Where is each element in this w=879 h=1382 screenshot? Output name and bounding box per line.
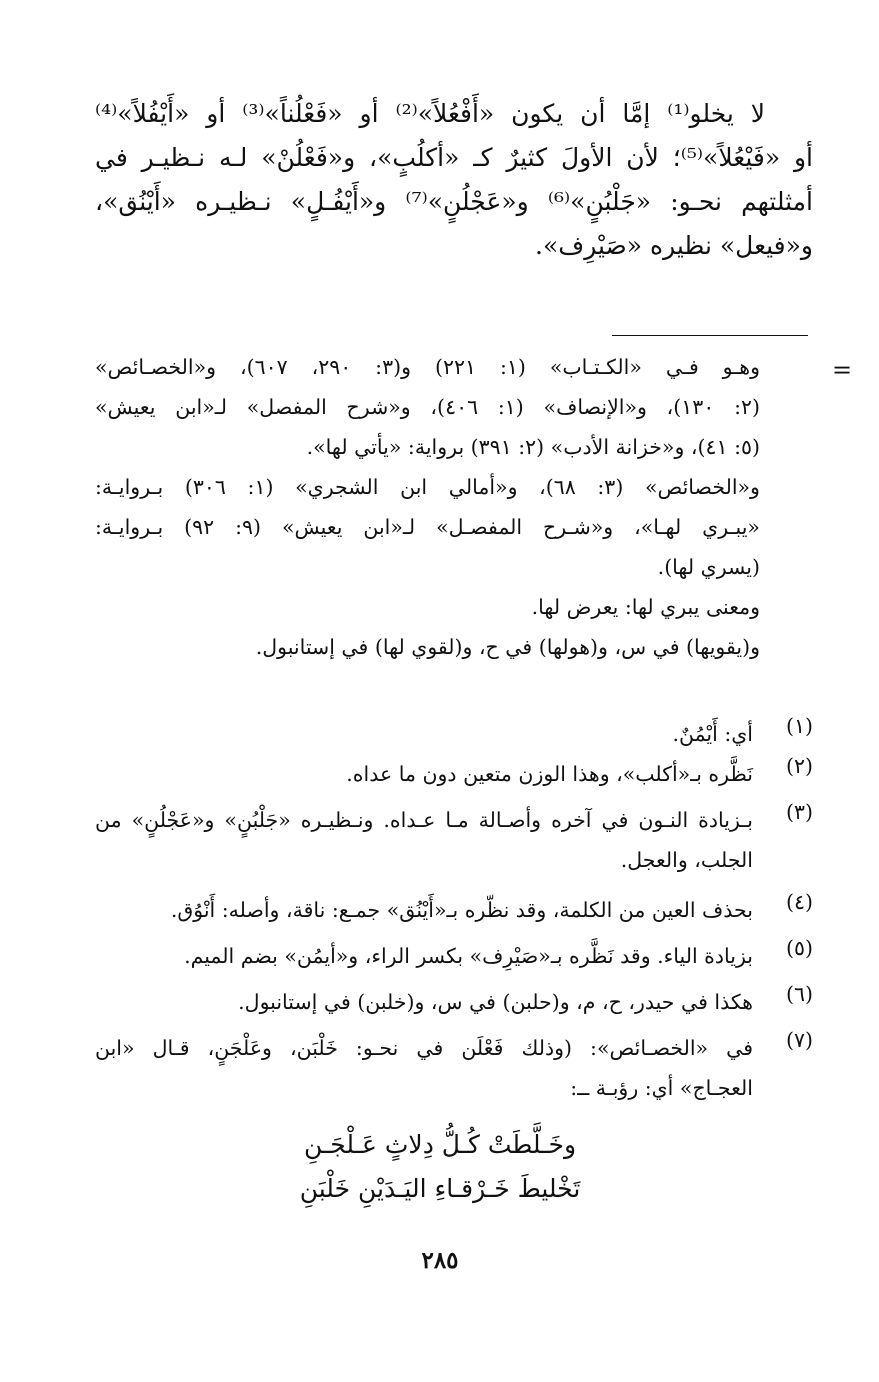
footnote-number: (٣)	[785, 800, 813, 824]
note-line: و(يقويها) في س، و(هولها) في ح، و(لقوي لها) في إستانبول.	[255, 635, 760, 659]
footnote-text: أي: أَيْمُنٌ.	[672, 722, 753, 746]
verse-line: تَخْليطَ خَـرْقـاءِ اليَـدَيْنِ خَلْبَنِ	[299, 1174, 581, 1203]
footnote-text: الجلب، والعجل.	[620, 848, 753, 872]
footnote	[95, 800, 813, 880]
footnote	[95, 714, 813, 754]
main-text-block	[95, 92, 813, 268]
footnote-text: نَظَّره بـ«أكلب»، وهذا الوزن متعين دون ما عداه.	[346, 762, 753, 786]
poetry-verse	[200, 1123, 680, 1211]
footnote-text: بزيادة الياء. وقد نَظَّره بـ«صَيْرِف» بكسر الراء، و«أيمُن» بضم الميم.	[184, 944, 753, 968]
footnote-number: (٦)	[785, 982, 813, 1006]
note-line: (يسري لها).	[657, 555, 760, 579]
footnote-text: في «الخصـائص»: (وذلك فَعْلَن في نحـو: خَلْبَن، وعَلْجَنٍ، قـال «ابن	[95, 1036, 753, 1060]
note-line: ومعنى يبري لها: يعرض لها.	[531, 595, 760, 619]
note-line: (٥: ٤١)، و«خزانة الأدب» (٢: ٣٩١) برواية: «يأتي لها».	[306, 435, 760, 459]
footnote-text: هكذا في حيدر، ح، م، و(حلبن) في س، و(خلبن) في إستانبول.	[238, 990, 753, 1014]
footnote-text: بـزيادة النـون في آخره وأصـالة مـا عـداه. ونـظيـره «جَلْبُنٍ» و«عَجْلُنٍ» من	[95, 808, 753, 832]
footnote-text: بحذف العين من الكلمة، وقد نظّره بـ«أَيْنُق» جمـع: ناقة، وأصله: أَنْوُق.	[170, 898, 753, 922]
main-text-line: أمثلتهم نحـو: «جَلْبُنٍ»⁽⁶⁾ و«عَجْلُنٍ»⁽⁷⁾ و«أَيْفُـلٍ» نـظيـره «أَيْنُق»،	[95, 187, 813, 216]
footnote-number: (٤)	[785, 890, 813, 914]
note-line: «يبـري لهـا»، و«شـرح المفصـل» لـ«ابن يعيش» (٩: ٩٢) بـروايـة:	[95, 515, 760, 539]
footnote	[95, 982, 813, 1022]
footnote	[95, 754, 813, 794]
footnote-number: (١)	[785, 714, 813, 738]
note-line: و«الخصائص» (٣: ٦٨)، و«أمالي ابن الشجري» (١: ٣٠٦) بـروايـة:	[95, 475, 760, 499]
footnote-number: (٢)	[785, 754, 813, 778]
footnote-number: (٧)	[785, 1028, 813, 1052]
main-text-line: و«فيعل» نظيره «صَيْرِف».	[535, 231, 813, 260]
main-text-line: لا يخلو⁽¹⁾ إمَّا أن يكون «أَفْعُلاً»⁽²⁾ أو «فَعْلُناً»⁽³⁾ أو «أَيْفُلاً»⁽⁴⁾	[95, 99, 765, 128]
footnote-separator	[612, 335, 808, 336]
continued-footnote	[95, 347, 760, 667]
continuation-mark: =	[832, 356, 853, 384]
verse-line: وخَـلَّطَتْ كُـلُّ دِلاثٍ عَـلْجَـنِ	[303, 1130, 577, 1159]
footnote-text: العجـاج» أي: رؤبـة ــ:	[570, 1076, 753, 1100]
footnote	[95, 936, 813, 976]
footnote	[95, 1028, 813, 1108]
note-line: (٢: ١٣٠)، و«الإنصاف» (١: ٤٠٦)، و«شرح المفصل» لـ«ابن يعيش»	[95, 395, 760, 419]
page-number: ٢٨٥	[421, 1247, 459, 1274]
note-line: وهـو فـي «الكـتـاب» (١: ٢٢١) و(٣: ٢٩٠، ٦٠٧)، و«الخصـائص»	[95, 355, 760, 379]
footnote	[95, 890, 813, 930]
main-text-line: أو «فَيْعُلاً»⁽⁵⁾؛ لأن الأولَ كثيرٌ كـ «أكلُبٍ»، و«فَعْلُنْ» لـه نـظيـر في	[95, 143, 813, 172]
footnote-number: (٥)	[785, 936, 813, 960]
